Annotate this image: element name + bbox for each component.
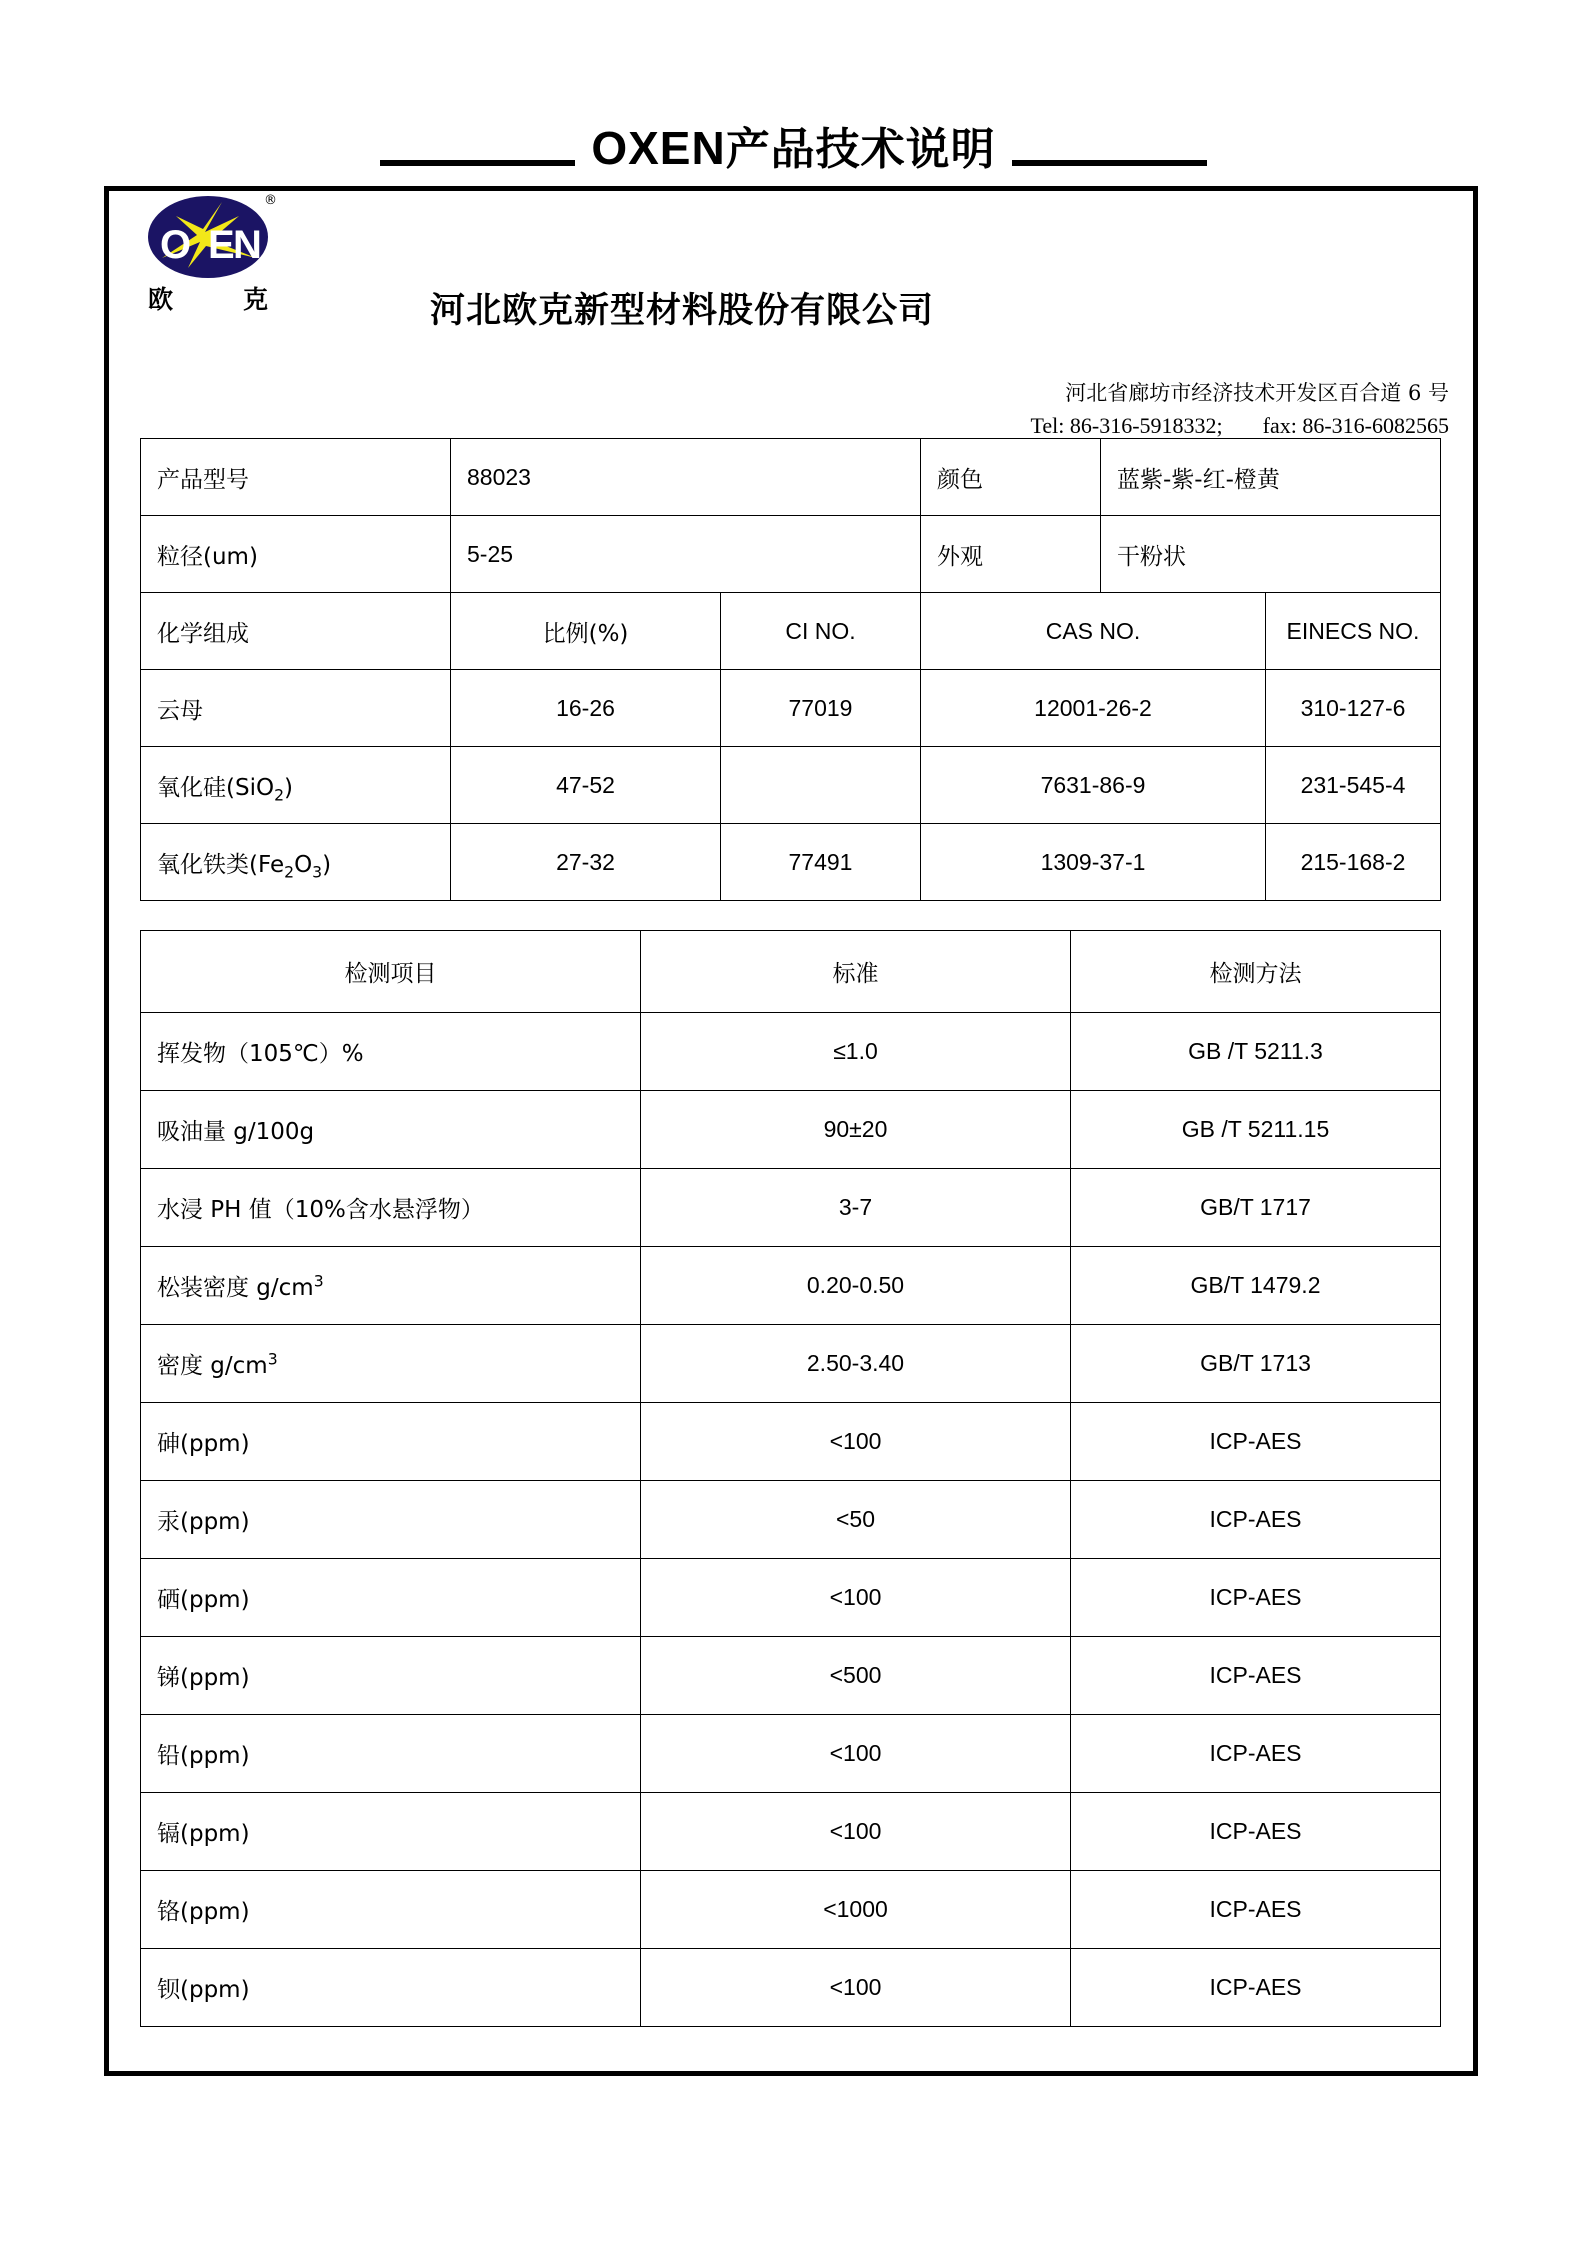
cell-composition-name: 云母	[141, 670, 451, 747]
logo-cn-left: 欧	[148, 285, 174, 314]
cell-test-method: GB /T 5211.15	[1071, 1091, 1441, 1169]
cell-color-label: 颜色	[921, 439, 1101, 516]
table-header-row	[141, 593, 1441, 670]
table-header-row	[141, 931, 1441, 1013]
table-row	[141, 1559, 1441, 1637]
table-row	[141, 1325, 1441, 1403]
cell-test-item: 镉(ppm)	[141, 1793, 641, 1871]
table-row	[141, 747, 1441, 824]
table-row	[141, 1013, 1441, 1091]
cell-test-item: 吸油量 g/100g	[141, 1091, 641, 1169]
cell-composition-ci	[721, 747, 921, 824]
cell-composition-ci: 77491	[721, 824, 921, 901]
cell-test-standard: <100	[641, 1793, 1071, 1871]
table-row	[141, 1169, 1441, 1247]
table-row	[141, 1481, 1441, 1559]
cell-test-method: GB/T 1717	[1071, 1169, 1441, 1247]
cell-test-item: 汞(ppm)	[141, 1481, 641, 1559]
test-item-text: 松装密度 g/cm	[157, 1275, 314, 1301]
cell-test-standard: <100	[641, 1403, 1071, 1481]
registered-trademark-icon: ®	[264, 193, 277, 208]
cell-composition-name	[141, 824, 451, 901]
cell-test-item: 硒(ppm)	[141, 1559, 641, 1637]
cell-composition-ratio: 27-32	[451, 824, 721, 901]
company-fax: fax: 86-316-6082565	[1262, 413, 1449, 438]
company-logo	[148, 193, 277, 336]
company-address: 河北省廊坊市经济技术开发区百合道 6 号	[1065, 381, 1449, 405]
cell-test-method: ICP-AES	[1071, 1559, 1441, 1637]
logo-oval-icon	[148, 193, 277, 278]
cell-test-method: ICP-AES	[1071, 1871, 1441, 1949]
cell-composition-ratio: 16-26	[451, 670, 721, 747]
composition-name-tail: )	[284, 774, 294, 801]
cell-composition-ratio: 47-52	[451, 747, 721, 824]
cell-test-method: ICP-AES	[1071, 1715, 1441, 1793]
test-item-superscript: 3	[267, 1349, 278, 1369]
cell-appearance-value: 干粉状	[1101, 516, 1441, 593]
cell-composition-ci: 77019	[721, 670, 921, 747]
cell-test-item: 铅(ppm)	[141, 1715, 641, 1793]
cell-test-standard: 0.20-0.50	[641, 1247, 1071, 1325]
header-rule-left	[380, 160, 575, 166]
test-item-superscript: 3	[313, 1271, 324, 1291]
table-row	[141, 824, 1441, 901]
header-rule-right	[1012, 160, 1207, 166]
header-test-item: 检测项目	[141, 931, 641, 1013]
company-contact	[1030, 412, 1449, 440]
cell-test-method: ICP-AES	[1071, 1793, 1441, 1871]
table-row	[141, 1091, 1441, 1169]
cell-test-item	[141, 1325, 641, 1403]
composition-name-subscript2: 3	[312, 862, 323, 882]
cell-test-method: GB/T 1479.2	[1071, 1247, 1441, 1325]
cell-test-method: ICP-AES	[1071, 1481, 1441, 1559]
cell-test-item: 挥发物（105℃）%	[141, 1013, 641, 1091]
composition-name-subscript: 2	[284, 862, 295, 882]
header-test-method: 检测方法	[1071, 931, 1441, 1013]
logo-chinese-name	[148, 287, 268, 312]
header-standard: 标准	[641, 931, 1071, 1013]
cell-test-method: GB /T 5211.3	[1071, 1013, 1441, 1091]
table-row	[141, 1871, 1441, 1949]
cell-test-item: 水浸 PH 值（10%含水悬浮物）	[141, 1169, 641, 1247]
table-row	[141, 516, 1441, 593]
cell-test-item: 铬(ppm)	[141, 1871, 641, 1949]
cell-composition-name	[141, 747, 451, 824]
page-title	[591, 121, 996, 175]
page-title-en: OXEN	[591, 121, 726, 174]
cell-composition-cas: 12001-26-2	[921, 670, 1266, 747]
header-chemical-composition: 化学组成	[141, 593, 451, 670]
composition-name-mid: O	[294, 851, 313, 878]
page-title-cn: 产品技术说明	[725, 123, 996, 175]
company-tel: Tel: 86-316-5918332;	[1030, 413, 1223, 438]
cell-appearance-label: 外观	[921, 516, 1101, 593]
cell-product-model-label: 产品型号	[141, 439, 451, 516]
cell-test-standard: <500	[641, 1637, 1071, 1715]
composition-name-text: 氧化铁类(Fe	[157, 851, 285, 878]
cell-test-item: 锑(ppm)	[141, 1637, 641, 1715]
cell-composition-cas: 1309-37-1	[921, 824, 1266, 901]
cell-composition-cas: 7631-86-9	[921, 747, 1266, 824]
table-row	[141, 1793, 1441, 1871]
cell-test-standard: <100	[641, 1949, 1071, 2027]
table-row	[141, 1247, 1441, 1325]
header-ci-no: CI NO.	[721, 593, 921, 670]
logo-star-icon	[148, 196, 268, 278]
cell-test-standard: <50	[641, 1481, 1071, 1559]
svg-text:O: O	[160, 223, 192, 267]
cell-color-value: 蓝紫-紫-红-橙黄	[1101, 439, 1441, 516]
cell-test-standard: ≤1.0	[641, 1013, 1071, 1091]
cell-test-standard: <100	[641, 1559, 1071, 1637]
cell-test-standard: 3-7	[641, 1169, 1071, 1247]
document-header	[0, 108, 1587, 188]
table-row	[141, 1715, 1441, 1793]
composition-name-text: 氧化硅(SiO	[157, 774, 275, 801]
cell-test-standard: 2.50-3.40	[641, 1325, 1071, 1403]
cell-particle-size-label: 粒径(um)	[141, 516, 451, 593]
cell-composition-einecs: 310-127-6	[1266, 670, 1441, 747]
composition-name-tail: )	[322, 851, 332, 878]
cell-particle-size-value: 5-25	[451, 516, 921, 593]
svg-text:N: N	[233, 223, 262, 267]
table-row	[141, 1403, 1441, 1481]
logo-cn-right: 克	[242, 285, 268, 314]
test-item-text: 密度 g/cm	[157, 1353, 268, 1379]
cell-test-method: GB/T 1713	[1071, 1325, 1441, 1403]
cell-composition-einecs: 231-545-4	[1266, 747, 1441, 824]
cell-test-standard: <100	[641, 1715, 1071, 1793]
product-specification-table	[140, 438, 1441, 901]
composition-name-subscript: 2	[274, 785, 285, 805]
cell-composition-einecs: 215-168-2	[1266, 824, 1441, 901]
cell-test-item: 钡(ppm)	[141, 1949, 641, 2027]
cell-test-item	[141, 1247, 641, 1325]
svg-text:E: E	[208, 223, 235, 267]
cell-test-standard: 90±20	[641, 1091, 1071, 1169]
table-row	[141, 439, 1441, 516]
table-row	[141, 1637, 1441, 1715]
cell-test-method: ICP-AES	[1071, 1637, 1441, 1715]
cell-test-standard: <1000	[641, 1871, 1071, 1949]
header-ratio: 比例(%)	[451, 593, 721, 670]
cell-product-model-value: 88023	[451, 439, 921, 516]
header-einecs-no: EINECS NO.	[1266, 593, 1441, 670]
table-row	[141, 670, 1441, 747]
table-row	[141, 1949, 1441, 2027]
header-cas-no: CAS NO.	[921, 593, 1266, 670]
cell-test-item: 砷(ppm)	[141, 1403, 641, 1481]
company-name: 河北欧克新型材料股份有限公司	[430, 290, 935, 331]
test-specification-table	[140, 930, 1441, 2027]
cell-test-method: ICP-AES	[1071, 1403, 1441, 1481]
cell-test-method: ICP-AES	[1071, 1949, 1441, 2027]
